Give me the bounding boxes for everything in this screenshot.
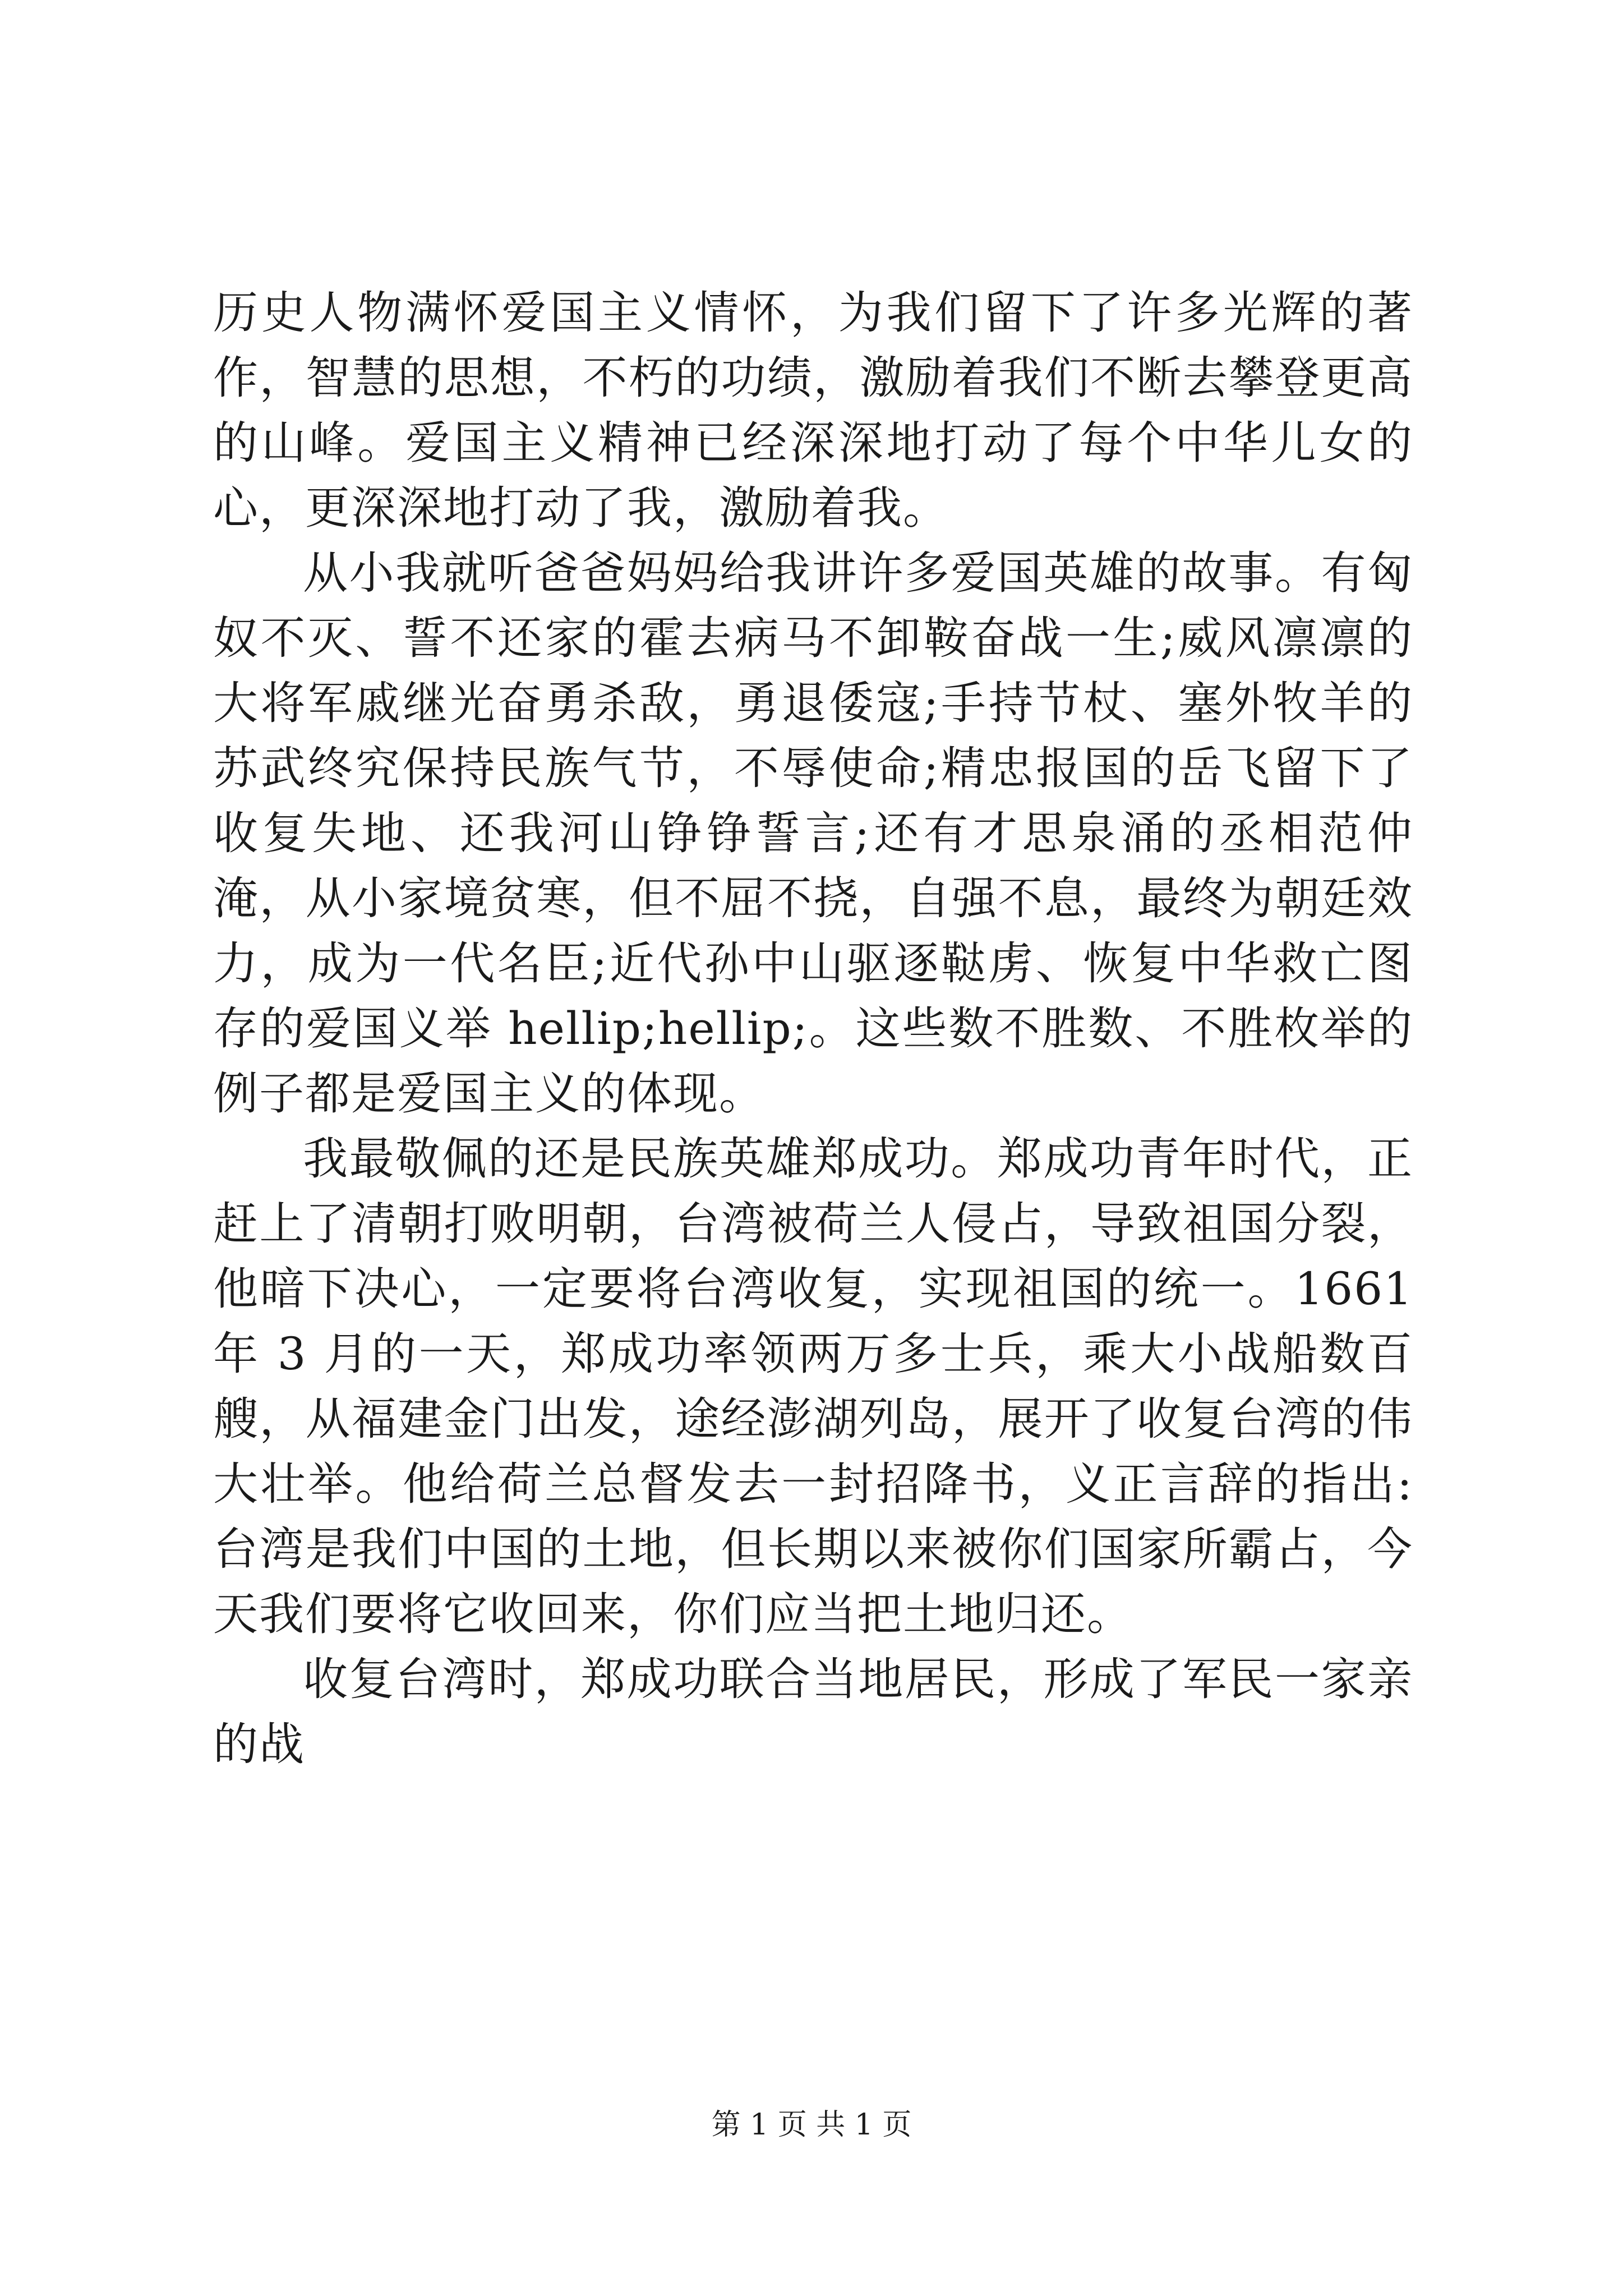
- paragraph-1: 历史人物满怀爱国主义情怀，为我们留下了许多光辉的著作，智慧的思想，不朽的功绩，激励着我们不断去攀登更高的山峰。爱国主义精神已经深深地打动了每个中华儿女的心，更深深地打动了我，激励着我。: [213, 287, 1413, 534]
- document-body: [213, 280, 1413, 1777]
- page-footer: 第 1 页 共 1 页: [711, 2108, 912, 2142]
- paragraph-2: 从小我就听爸爸妈妈给我讲许多爱国英雄的故事。有匈奴不灭、誓不还家的霍去病马不卸鞍奋战一生;威风凛凛的大将军戚继光奋勇杀敌，勇退倭寇;手持节杖、塞外牧羊的苏武终究保持民族气节，不辱使命;精忠报国的岳飞留下了收复失地、还我河山铮铮誓言;还有才思泉涌的丞相范仲淹，从小家境贫寒，但不屈不挠，自强不息，最终为朝廷效力，成为一代名臣;近代孙中山驱逐鞑虏、恢复中华救亡图存的爱国义举 hellip;hellip;。这些数不胜数、不胜枚举的例子都是爱国主义的体现。: [213, 547, 1413, 1120]
- paragraph-3: 我最敬佩的还是民族英雄郑成功。郑成功青年时代，正赶上了清朝打败明朝，台湾被荷兰人侵占，导致祖国分裂，他暗下决心，一定要将台湾收复，实现祖国的统一。1661 年 3 月的一天，郑成功率领两万多士兵，乘大小战船数百艘，从福建金门出发，途经澎湖列岛，展开了收复台湾的伟大壮举。他给荷兰总督发去一封招降书，义正言辞的指出: 台湾是我们中国的土地，但长期以来被你们国家所霸占，今天我们要将它收回来，你们应当把土地归还。: [213, 1133, 1413, 1640]
- paragraph-4: 收复台湾时，郑成功联合当地居民，形成了军民一家亲的战: [213, 1653, 1413, 1770]
